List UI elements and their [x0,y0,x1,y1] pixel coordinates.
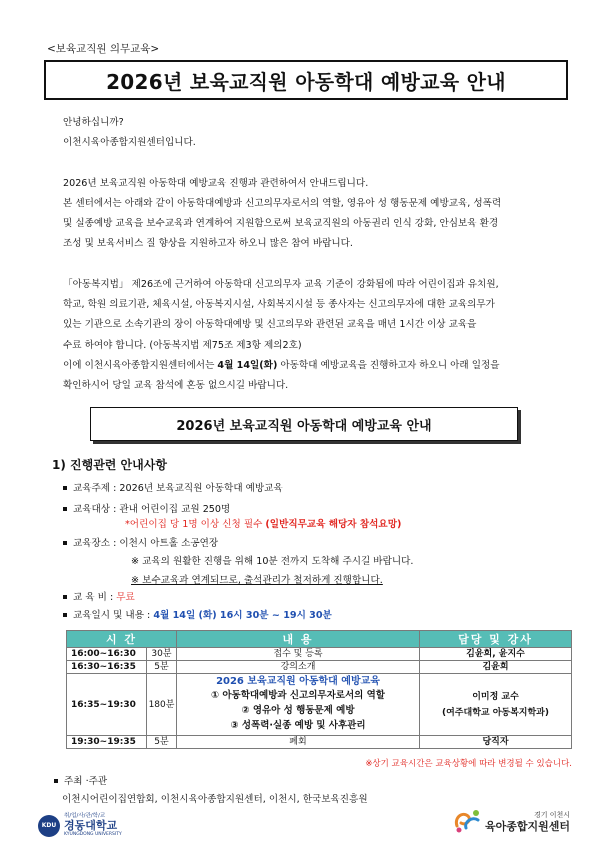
detail-text: 교육장소 : 이천시 아트홀 소공연장 [73,538,219,549]
university-logo [38,812,122,839]
table-header: 내 용 [177,631,420,648]
bullet-icon [63,541,67,545]
detail-target-note [125,516,401,530]
required-note-bold: (일반직무교육 해당자 참석요망) [265,519,402,530]
subtitle-box [90,407,518,441]
detail-text: 교 육 비 : [73,592,117,603]
page-title: 2026년 보육교직원 아동학대 예방교육 안내 [106,69,506,94]
duration-cell: 5분 [147,661,177,674]
center-region: 경기 이천시 [533,811,571,819]
duration-cell: 180분 [147,674,177,736]
sender: 이천시육아종합지원센터입니다. [63,137,196,149]
bullet-icon [63,595,67,599]
bullet-icon [63,507,67,511]
program-item: ① 아동학대예방과 신고의무자로서의 역할 [211,690,385,701]
speaker-cell: 김윤희, 윤지수 [420,648,572,661]
center-logo [452,808,570,834]
paragraph-line: 본 센터에서는 아래와 같이 아동학대예방과 신고의무자로서의 역할, 영유아 성 행동문제 예방교육, 성폭력 [63,197,502,209]
program-title: 2026 보육교직원 아동학대 예방교육 [216,676,380,687]
required-note: *어린이집 당 1명 이상 신청 필수 [125,519,266,530]
table-row [67,674,572,736]
document-tag: <보육교직원 의무교육> [47,43,160,55]
table-header-row [67,631,572,648]
content-cell: 강의소개 [177,661,420,674]
time-cell: 16:00~16:30 [67,648,147,661]
center-name: 육아종합지원센터 [485,820,571,833]
content-cell [177,674,420,736]
paragraph-line: 「아동복지법」 제26조에 근거하여 아동학대 신고의무자 교육 기준이 강화됨에 따라 어린이집과 유치원, [63,278,499,290]
table-header: 시 간 [67,631,177,648]
paragraph-line: 학교, 학원 의료기관, 체육시설, 아동복지시설, 사회복지시설 등 종사자는 신고의무자에 대한 교육의무가 [63,299,495,311]
section-heading: 1) 진행관련 안내사항 [52,458,167,472]
paragraph-line: 조성 및 보육서비스 질 향상을 지원하고자 하오니 많은 참여 바랍니다. [63,238,353,250]
speaker-cell: 당직자 [420,736,572,749]
paragraph-line: 수료 하여야 합니다. (아동복지법 제75조 제3항 제의2호) [63,339,302,351]
center-swirl-icon [452,808,482,834]
detail-text: 교육일시 및 내용 : [73,610,154,621]
university-name: 경동대학교 [64,819,118,832]
university-text [64,812,122,839]
detail-venue [63,535,218,549]
paragraph-text: 이에 이천시육아종합지원센터에서는 [63,359,218,371]
university-slogan: 취/업/사/관/학/교 [64,813,106,819]
time-cell: 19:30~19:35 [67,736,147,749]
table-row [67,661,572,674]
bullet-icon [63,613,67,617]
paragraph-line: 확인하시어 당일 교육 참석에 혼동 없으시길 바랍니다. [63,380,289,392]
speaker-affiliation: (여주대학교 아동복지학과) [442,707,549,718]
time-cell: 16:35~19:30 [67,674,147,736]
schedule-value: 4월 14일 (화) 16시 30분 ~ 19시 30분 [153,610,332,621]
detail-topic [63,480,283,494]
letter-body [63,113,563,397]
duration-cell: 30분 [147,648,177,661]
duration-cell: 5분 [147,736,177,749]
paragraph-line: 2026년 보육교직원 아동학대 예방교육 진행과 관련하여서 안내드립니다. [63,177,369,189]
venue-note-1: ※ 교육의 원활한 진행을 위해 10분 전까지 도착해 주시길 바랍니다. [131,556,414,567]
university-seal-icon: KDU [38,815,60,837]
bullet-icon [63,486,67,490]
university-name-en: KYUNGDONG UNIVERSITY [64,832,122,837]
content-cell: 접수 및 등록 [177,648,420,661]
content-cell: 폐회 [177,736,420,749]
paragraph-line [63,356,563,376]
speaker-cell: 김윤희 [420,661,572,674]
event-date: 4월 14일(화) [217,359,278,371]
speaker-name: 이미정 교수 [472,691,519,702]
title-box [44,60,568,100]
time-cell: 16:30~16:35 [67,661,147,674]
detail-schedule [63,607,332,621]
greeting: 안녕하십니까? [63,117,124,128]
table-row [67,648,572,661]
program-item: ③ 성폭력·실종 예방 및 사후관리 [230,720,366,731]
program-item: ② 영유아 성 행동문제 예방 [241,705,355,716]
paragraph-line: 및 실종예방 교육을 보수교육과 연계하여 지원함으로써 보육교직원의 아동권리 인식 강화, 안심보육 환경 [63,218,499,230]
detail-text: 교육주제 : 2026년 보육교직원 아동학대 예방교육 [73,483,283,494]
speaker-cell [420,674,572,736]
center-text [485,810,570,832]
host-heading [54,773,107,787]
detail-fee [63,589,135,603]
venue-note-2: ※ 보수교육과 연계되므로, 출석관리가 철저하게 진행합니다. [131,575,383,586]
schedule-table [66,630,572,749]
subtitle: 2026년 보육교직원 아동학대 예방교육 안내 [176,418,432,434]
paragraph-text: 아동학대 예방교육을 진행하고자 하오니 아래 일정을 [277,359,500,371]
detail-target [63,501,230,515]
fee-value: 무료 [116,592,135,603]
detail-text: 교육대상 : 관내 어린이집 교원 250명 [73,504,231,515]
host-list: 이천시어린이집연합회, 이천시육아종합지원센터, 이천시, 한국보육진흥원 [62,794,368,805]
paragraph-line: 있는 기관으로 소속기관의 장이 아동학대예방 및 신고의무와 관련된 교육을 매년 1시간 이상 교육을 [63,319,477,331]
table-header: 담당 및 강사 [420,631,572,648]
schedule-footnote: ※상기 교육시간은 교육상황에 따라 변경될 수 있습니다. [365,759,572,769]
host-heading-text: 주최 ·주관 [64,776,108,787]
table-row [67,736,572,749]
bullet-icon [54,779,58,783]
